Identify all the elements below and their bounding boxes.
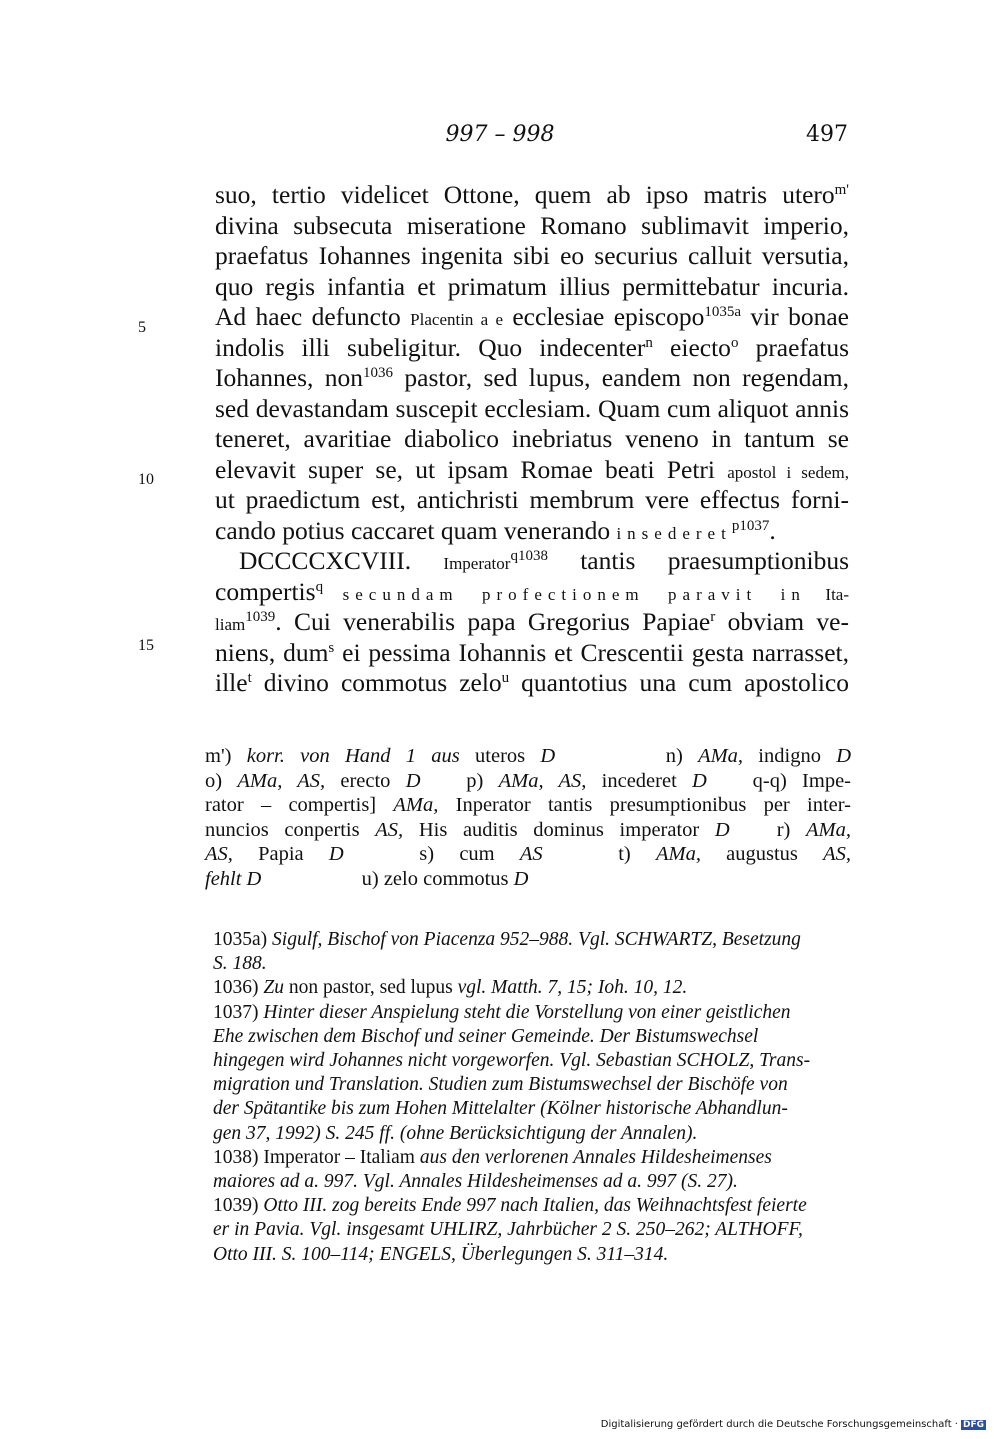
- apparatus-line: fehlt D u) zelo commotus D: [205, 867, 529, 890]
- footnote-line: 1037) Hinter dieser Anspielung steht die Vorstellung von einer geistlichen: [213, 1001, 791, 1023]
- line-number: 15: [138, 637, 154, 654]
- footnote-line: der Spätantike bis zum Hohen Mittelalter (Kölner historische Abhandlun-: [213, 1098, 788, 1120]
- line-number: 5: [138, 319, 146, 336]
- footnote-line: er in Pavia. Vgl. insgesamt UHLIRZ, Jahrbücher 2 S. 250–262; ALTHOFF,: [213, 1219, 803, 1241]
- footnote-line: hingegen wird Johannes nicht vorgeworfen. Vgl. Sebastian SCHOLZ, Trans-: [213, 1050, 811, 1072]
- page-number: 497: [806, 122, 848, 147]
- footnote-line: gen 37, 1992) S. 245 ff. (ohne Berücksichtigung der Annalen).: [213, 1122, 698, 1144]
- text-line: ille$^t$ divino commotus zelo$^u$ quantotius una cum apostolico: [215, 668, 849, 697]
- text-line: sed devastandam suscepit ecclesiam. Quam cum aliquot annis: [215, 393, 849, 423]
- text-line: liam$^{1039}$. Cui venerabilis papa Gregorius Papiae$^r$ obviam ve-: [215, 607, 849, 636]
- footnote-line: migration und Translation. Studien zum Bistumswechsel der Bischöfe von: [213, 1074, 788, 1096]
- text-line: teneret, avaritiae diabolico inebriatus veneno in tantum se: [215, 424, 849, 453]
- text-line: cando potius caccaret quam venerando insederet$^{p1037}$.: [215, 515, 776, 545]
- text-line: quo regis infantia et primatum illius permittebatur incuria.: [215, 271, 849, 301]
- main-text: [215, 180, 849, 699]
- footer-text: Digitalisierung gefördert durch die Deutsche Forschungsgemeinschaft ·: [600, 1419, 958, 1430]
- running-head-years: 997 – 998: [445, 122, 555, 147]
- footnote-line: 1036) Zu non pastor, sed lupus vgl. Matth. 7, 15; Ioh. 10, 12.: [213, 977, 688, 999]
- apparatus-line: AS, Papia D s) cum AS t) AMa, augustus AS,: [205, 843, 852, 865]
- footnotes: [213, 928, 849, 1267]
- text-line: ut praedictum est, antichristi membrum vere effectus forni-: [215, 485, 849, 514]
- line-number: 10: [138, 471, 154, 488]
- text-line: praefatus Iohannes ingenita sibi eo securius calluit versutia,: [215, 241, 849, 270]
- text-line: elevavit super se, ut ipsam Romae beati Petri apostol i sedem,: [215, 454, 849, 484]
- text-line: DCCCCXCVIII. Imperator$^{q1038}$ tantis praesumptionibus: [239, 546, 850, 575]
- text-line: niens, dum$^s$ ei pessima Iohannis et Crescentii gesta narrasset,: [215, 637, 849, 667]
- footnote-line: Otto III. S. 100–114; ENGELS, Überlegungen S. 311–314.: [213, 1243, 669, 1265]
- apparatus-line: nuncios conpertis AS, His auditis dominus imperator D r) AMa,: [205, 818, 852, 841]
- text-line: suo, tertio videlicet Ottone, quem ab ipso matris utero$^{m'}$: [215, 180, 849, 209]
- text-line: compertis$^q$ secundam profectionem paravit in Ita-: [215, 576, 850, 606]
- apparatus-line: rator – compertis] AMa, Inperator tantis presumptionibus per inter-: [205, 794, 851, 816]
- apparatus-line: o) AMa, AS, erecto D p) AMa, AS, incederet D q-q) Impe-: [205, 769, 851, 792]
- dfg-logo: DFG: [962, 1420, 984, 1430]
- footnote-line: 1039) Otto III. zog bereits Ende 997 nach Italien, das Weihnachtsfest feierte: [213, 1195, 807, 1217]
- footnote-line: 1035a) Sigulf, Bischof von Piacenza 952–988. Vgl. SCHWARTZ, Besetzung: [213, 929, 801, 950]
- digitization-footer: [601, 1419, 986, 1430]
- footnote-line: 1038) Imperator – Italiam aus den verlorenen Annales Hildesheimenses: [213, 1146, 772, 1168]
- footnote-line: maiores ad a. 997. Vgl. Annales Hildesheimenses ad a. 997 (S. 27).: [213, 1171, 738, 1193]
- footnote-line: Ehe zwischen dem Bischof und seiner Gemeinde. Der Bistumswechsel: [213, 1025, 759, 1047]
- text-line: divina subsecuta miseratione Romano sublimavit imperio,: [215, 210, 849, 240]
- critical-apparatus: [205, 744, 851, 891]
- text-line: Ad haec defuncto Placentin a e ecclesiae episcopo$^{1035a}$ vir bonae: [215, 302, 849, 331]
- footnote-line: S. 188.: [213, 953, 267, 975]
- text-line: indolis illi subeligitur. Quo indecenter$^n$ eiecto$^o$ praefatus: [215, 332, 850, 362]
- text-line: Iohannes, non$^{1036}$ pastor, sed lupus, eandem non regendam,: [215, 363, 849, 392]
- apparatus-line: m') korr. von Hand 1 aus uteros D n) AMa, indigno D: [205, 745, 852, 767]
